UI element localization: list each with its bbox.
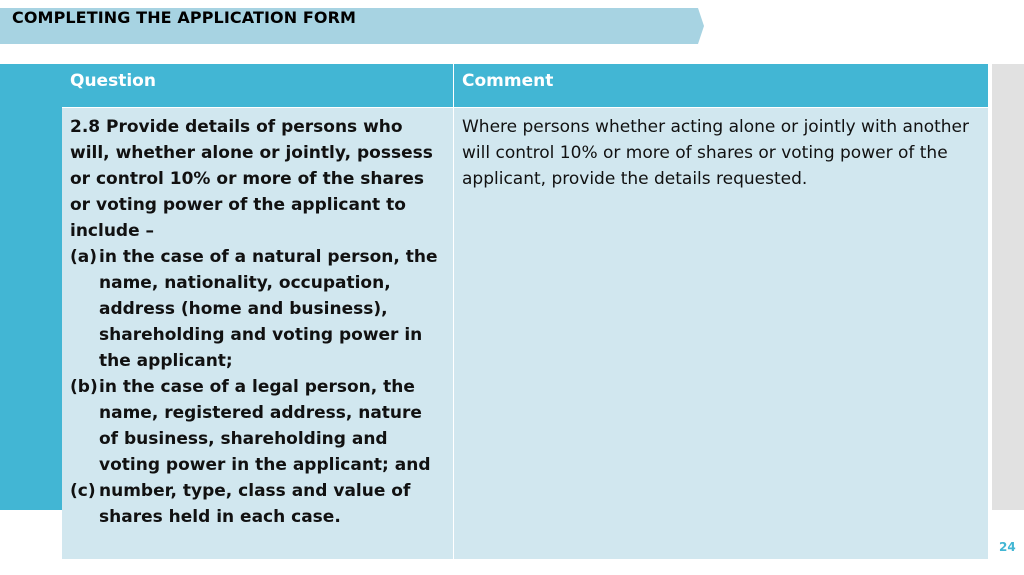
header-comment-label: Comment: [462, 71, 554, 91]
question-items: [70, 244, 445, 530]
item-marker: (a): [70, 247, 98, 267]
item-text: in the case of a legal person, the name, registered address, nature of business, shareholding and voting power in the applicant; and: [99, 377, 431, 475]
question-comment-table: [62, 64, 988, 559]
header-question-label: Question: [70, 71, 156, 91]
item-marker: (c): [70, 481, 96, 501]
page-number: 24: [999, 540, 1016, 554]
comment-cell: [454, 108, 988, 559]
left-accent-strip: [0, 64, 62, 510]
question-cell: [62, 108, 453, 559]
item-text: number, type, class and value of shares held in each case.: [99, 481, 411, 527]
comment-text: Where persons whether acting alone or jointly with another will control 10% or more of shares or voting power of the applicant, provide the details requested.: [462, 117, 970, 189]
header-comment: [454, 64, 988, 107]
question-intro: 2.8 Provide details of persons who will, whether alone or jointly, possess or control 10% or more of the shares or voting power of the applicant to include –: [70, 117, 433, 241]
list-item: [70, 374, 445, 478]
right-gray-strip: [992, 64, 1024, 510]
item-marker: (b): [70, 377, 98, 397]
header-question: [62, 64, 453, 107]
list-item: [70, 244, 445, 374]
slide-title: COMPLETING THE APPLICATION FORM: [12, 8, 357, 27]
list-item: [70, 478, 445, 530]
item-text: in the case of a natural person, the name, nationality, occupation, address (home and business), shareholding and voting power in the applicant;: [99, 247, 438, 371]
